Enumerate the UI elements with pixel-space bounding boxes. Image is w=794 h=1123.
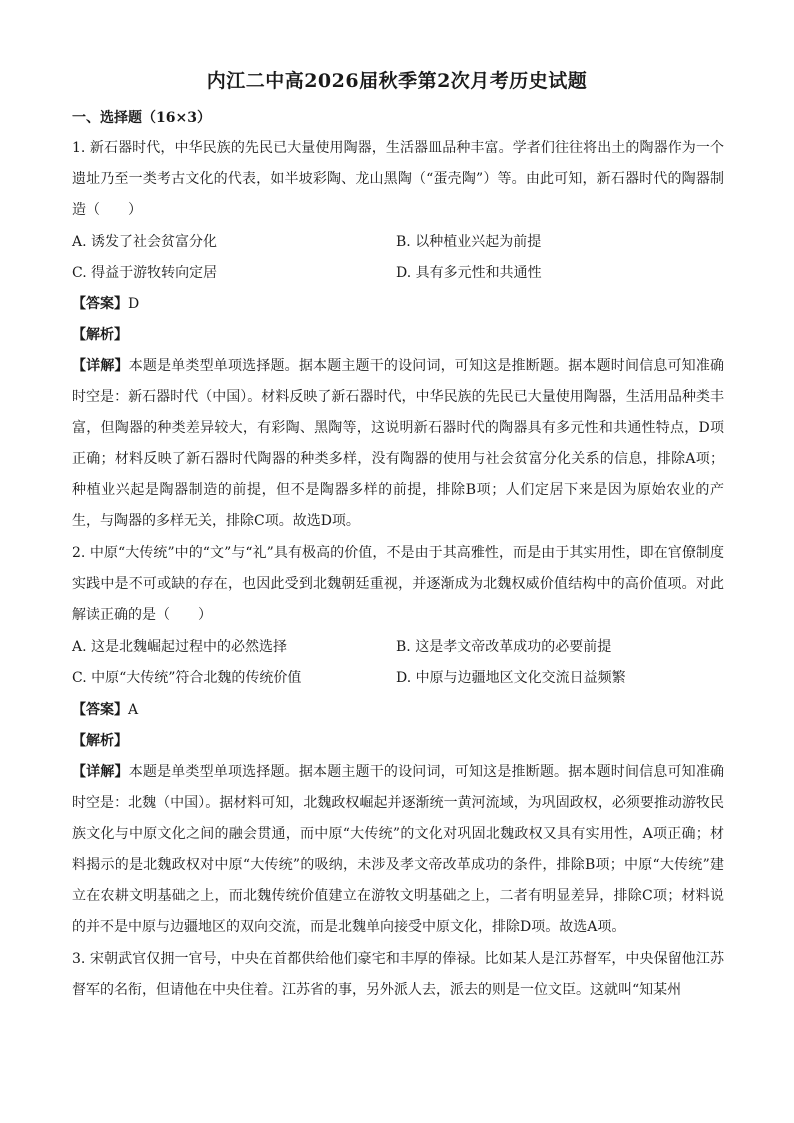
- question-1-options: [72, 227, 732, 289]
- answer-value: A: [128, 702, 139, 718]
- question-1-option-d: D. 具有多元性和共通性: [396, 265, 542, 281]
- answer-label: 【答案】: [72, 702, 128, 718]
- question-1-stem: 1. 新石器时代，中华民族的先民已大量使用陶器，生活器皿品种丰富。学者们往往将出土的陶器作为一个遗址乃至一类考古文化的代表，如半坡彩陶、龙山黑陶（“蛋壳陶”）等。由此可知，新石器时代的陶器制造（ ）: [72, 140, 724, 218]
- question-1-option-a: A. 诱发了社会贫富分化: [72, 234, 218, 250]
- answer-value: D: [128, 296, 140, 312]
- question-1-option-b: B. 以种植业兴起为前提: [396, 234, 542, 250]
- question-1-detail: [72, 351, 724, 537]
- question-1-answer: [72, 294, 139, 314]
- detail-text: 本题是单类型单项选择题。据本题主题干的设问词，可知这是推断题。据本题时间信息可知准确时空是：新石器时代（中国）。材料反映了新石器时代，中华民族的先民已大量使用陶器，生活用品种类丰富，但陶器的种类差异较大，有彩陶、黑陶等，这说明新石器时代的陶器具有多元性和共通性特点，D项正确；材料反映了新石器时代陶器的种类多样，没有陶器的使用与社会贫富分化关系的信息，排除A项；种植业兴起是陶器制造的前提，但不是陶器多样的前提，排除B项；人们定居下来是因为原始农业的产生，与陶器的多样无关，排除C项。故选D项。: [72, 358, 725, 529]
- question-2-options: [72, 632, 732, 694]
- question-1-option-c: C. 得益于游牧转向定居: [72, 265, 218, 281]
- question-2-answer: [72, 700, 138, 720]
- question-3-stem: 3. 宋朝武官仅拥一官号，中央在首都供给他们豪宅和丰厚的俸禄。比如某人是江苏督军，中央保留他江苏督军的名衔，但请他在中央住着。江苏省的事，另外派人去，派去的则是一位文臣。这就叫“知某州: [72, 951, 724, 998]
- detail-label: 【详解】: [72, 764, 129, 780]
- answer-label: 【答案】: [72, 296, 128, 312]
- page-title: 内江二中高2026届秋季第2次月考历史试题: [206, 70, 588, 92]
- question-2-stem: 2. 中原“大传统”中的“文”与“礼”具有极高的价值，不是由于其高雅性，而是由于其实用性，即在官僚制度实践中是不可或缺的存在，也因此受到北魏朝廷重视，并逐渐成为北魏权威价值结构中的高价值项。对此解读正确的是（ ）: [72, 545, 724, 623]
- question-1-analysis-label: 【解析】: [72, 327, 128, 343]
- detail-text: 本题是单类型单项选择题。据本题主题干的设问词，可知这是推断题。据本题时间信息可知准确时空是：北魏（中国）。据材料可知，北魏政权崛起并逐渐统一黄河流域，为巩固政权，必须要推动游牧民族文化与中原文化之间的融会贯通，而中原“大传统”的文化对巩固北魏政权又具有实用性，A项正确；材料揭示的是北魏政权对中原“大传统”的吸纳，未涉及孝文帝改革成功的条件，排除B项；中原“大传统”建立在农耕文明基础之上，而北魏传统价值建立在游牧文明基础之上，二者有明显差异，排除C项；材料说的并不是中原与边疆地区的双向交流，而是北魏单向接受中原文化，排除D项。故选A项。: [72, 764, 725, 935]
- question-2-option-a: A. 这是北魏崛起过程中的必然选择: [72, 639, 288, 655]
- question-2-detail: [72, 757, 724, 943]
- question-2-option-d: D. 中原与边疆地区文化交流日益频繁: [396, 670, 626, 686]
- question-2-analysis-label: 【解析】: [72, 733, 128, 749]
- section-heading: 一、选择题（16×3）: [72, 110, 211, 126]
- question-2-option-b: B. 这是孝文帝改革成功的必要前提: [396, 639, 612, 655]
- detail-label: 【详解】: [72, 358, 129, 374]
- question-2-option-c: C. 中原“大传统”符合北魏的传统价值: [72, 670, 302, 686]
